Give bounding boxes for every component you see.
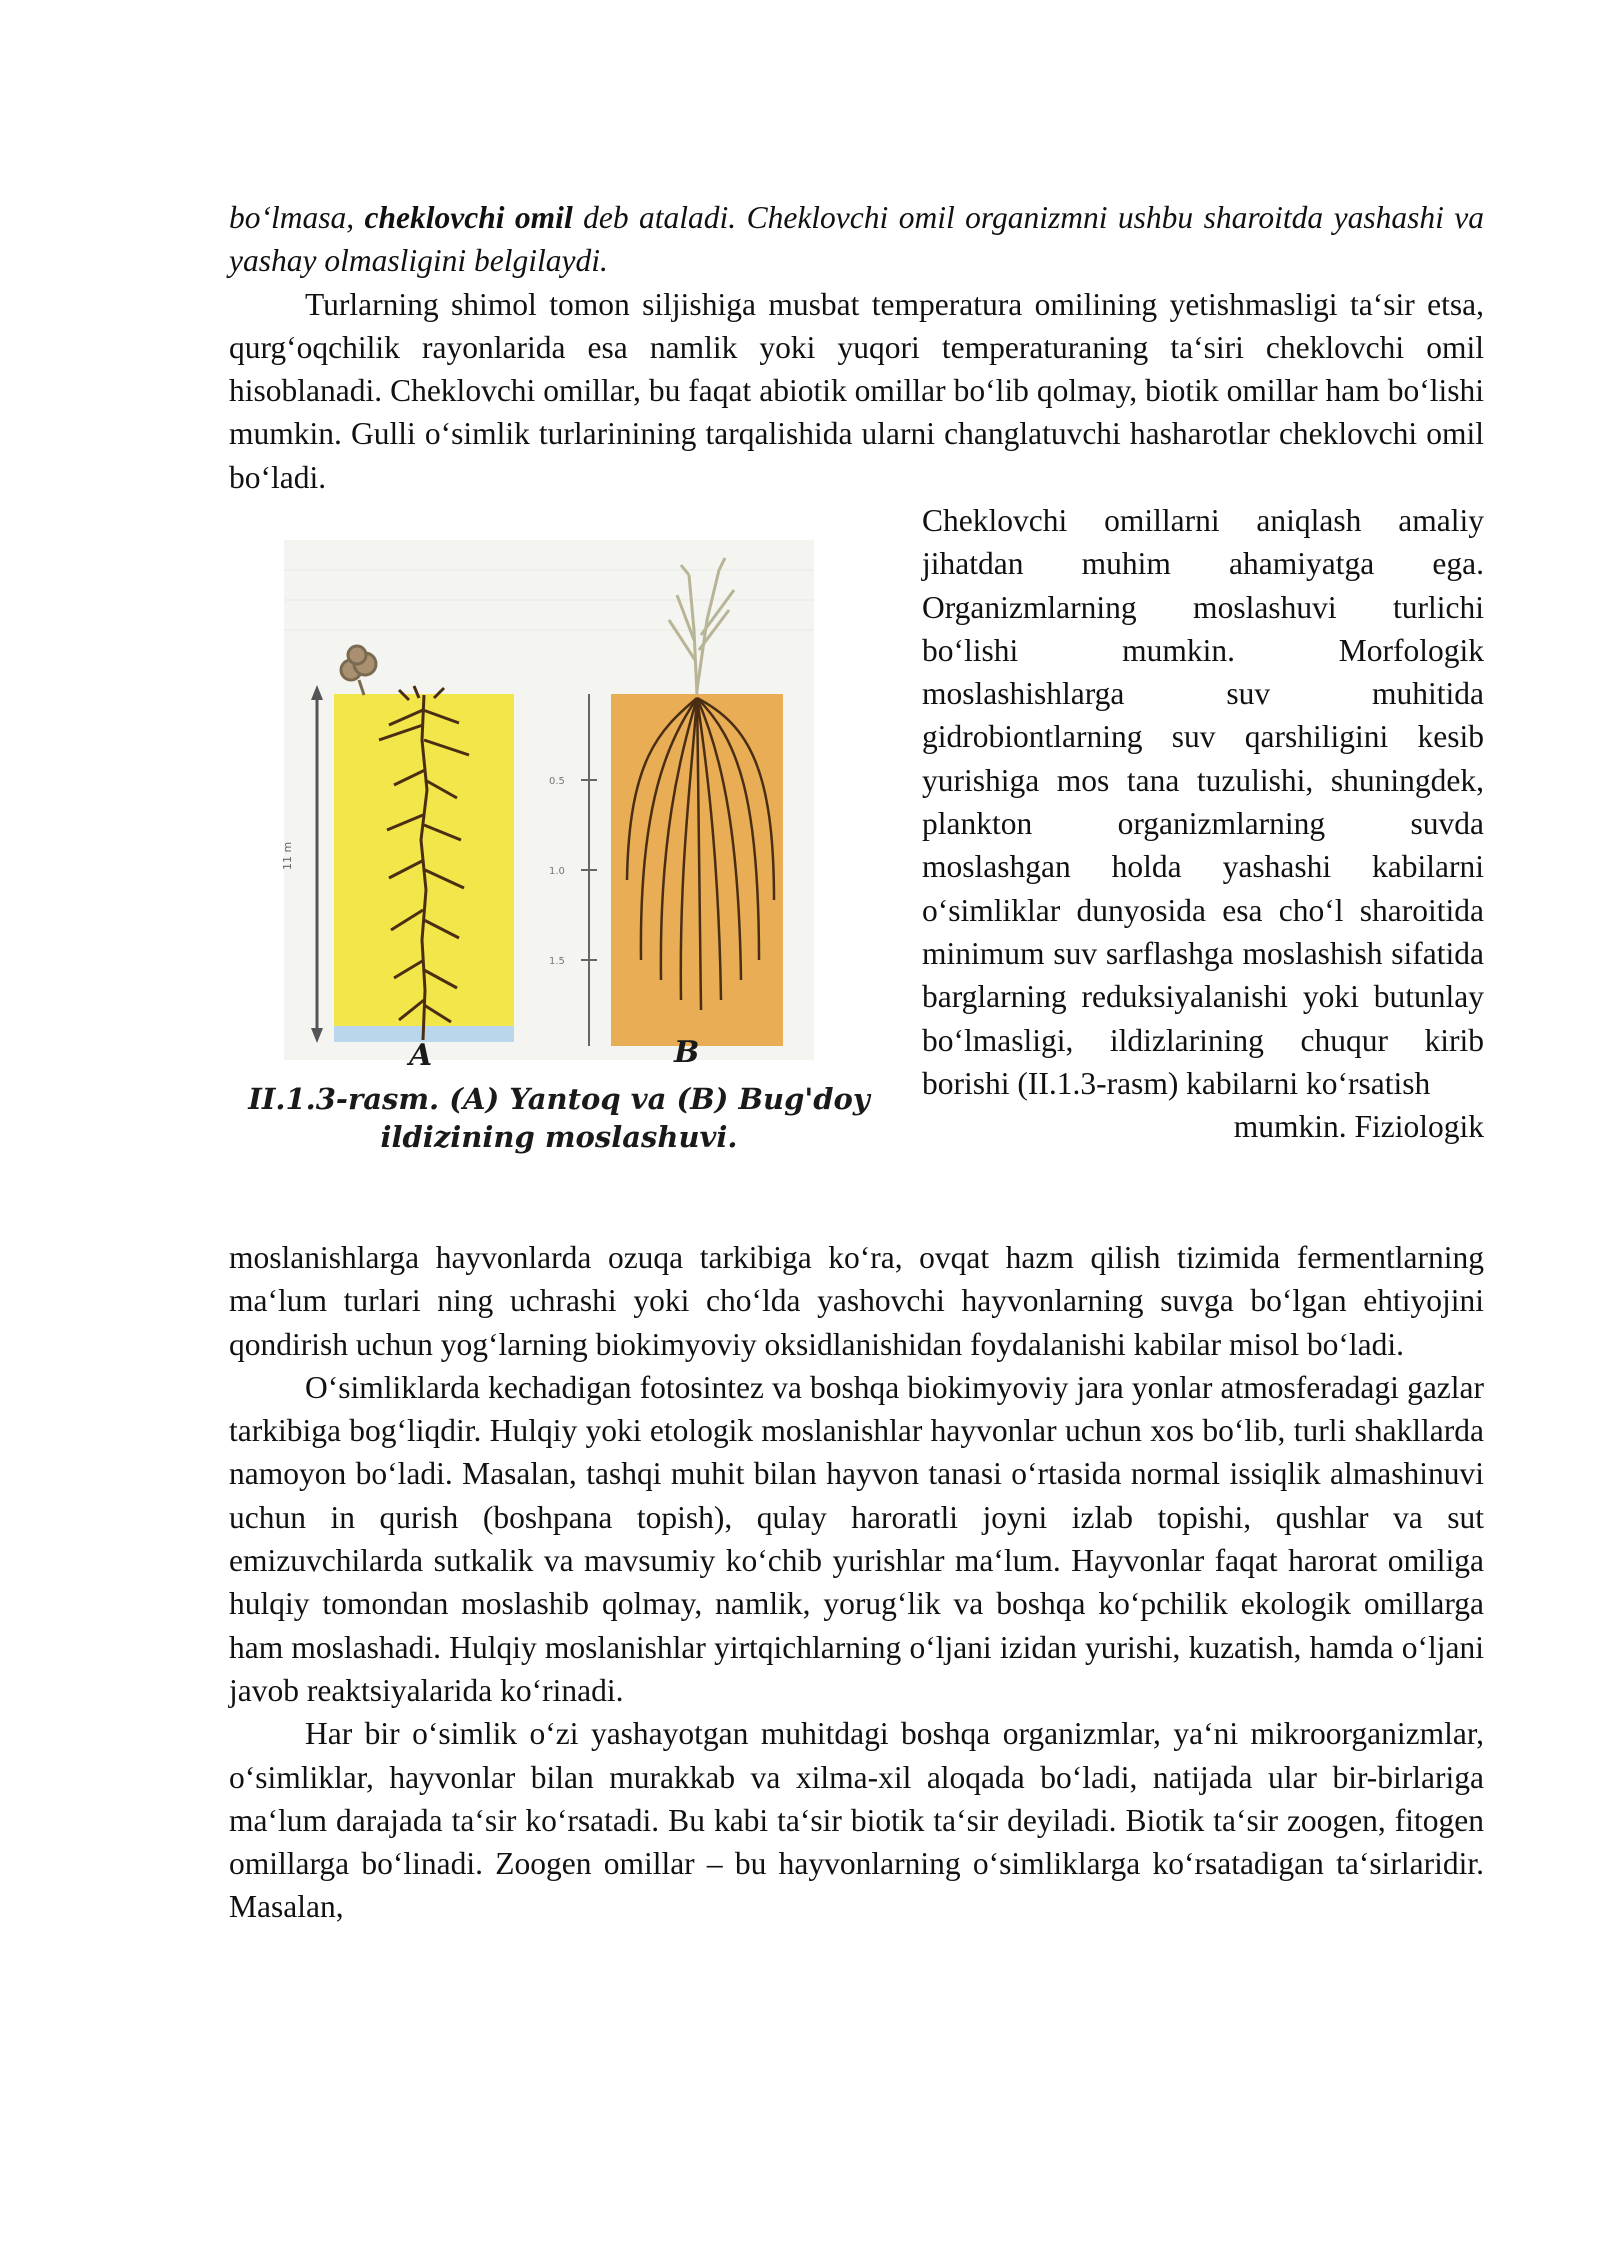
figure-caption-line-2: ildizining moslashuvi.	[380, 1120, 738, 1154]
svg-text:1.0: 1.0	[549, 866, 565, 877]
root-diagram	[229, 540, 889, 1100]
svg-text:1.5: 1.5	[549, 956, 565, 967]
paragraph-3-part: Cheklovchi omillarni aniqlash amaliy jihatdan muhim ahamiyatga ega. Organizmlarning moslashuvi turlichi bo‘lishi mumkin. Morfologik moslashishlarga suv muhitida gidrobiontlarning suv qarshiligini kesib yurishiga mos tana tuzulishi, shuningdek, plankton organizmlarning suvda moslashgan holda yashashi kabilarni o‘simliklar dunyosida esa cho‘l sharoitida minimum suv sarflashga moslashish sifatida barglarning reduksiyalanishi yoki butunlay bo‘lmasligi, ildizlarining chuqur kirib borishi (II.1.3-rasm) kabilarni ko‘rsatish	[922, 503, 1484, 1101]
text-block-top	[229, 196, 1484, 499]
figure-caption-line-1: II.1.3-rasm. (A) Yantoq va (B) Bug'doy	[248, 1082, 870, 1116]
svg-text:0.5: 0.5	[549, 776, 565, 787]
svg-text:11 m: 11 m	[281, 841, 294, 870]
paragraph-5: Har bir o‘simlik o‘zi yashayotgan muhitdagi boshqa organizmlar, ya‘ni mikroorganizmlar, o‘simliklar, hayvonlar bilan murakkab va xilma-xil aloqada bo‘ladi, natijada ular bir-birlariga ma‘lum darajada ta‘sir ko‘rsatadi. Bu kabi ta‘sir biotik ta‘sir deyiladi. Biotik ta‘sir zoogen, fitogen omillarga bo‘linadi. Zoogen omillar – bu hayvonlarning o‘simliklarga ko‘rsatadigan ta‘sirlaridir. Masalan,	[229, 1716, 1484, 1925]
figure-root-adaptation	[229, 540, 889, 1180]
text-block-right	[922, 499, 1484, 1148]
text-block-bottom	[229, 1236, 1484, 1929]
figure-label-a: A	[409, 1038, 433, 1073]
paragraph-1	[229, 196, 1484, 283]
paragraph-1-rest: deb ataladi. Cheklovchi omil organizmni ushbu sharoitda yashashi va yashay olmasligini belgilaydi.	[229, 200, 1484, 279]
paragraph-1-intro: bo‘lmasa,	[229, 200, 365, 235]
figure-label-b: B	[674, 1035, 700, 1070]
paragraph-3-tail: mumkin. Fiziologik	[1233, 1109, 1484, 1145]
paragraph-3-continued: moslanishlarga hayvonlarda ozuqa tarkibiga ko‘ra, ovqat hazm qilish tizimida fermentlarning ma‘lum turlari ning uchrashi yoki cho‘lda yashovchi hayvonlarning suvga bo‘lgan ehtiyojini qondirish uchun yog‘larning biokimyoviy oksidlanishidan foydalanishi kabilar misol bo‘ladi.	[229, 1240, 1484, 1362]
term-cheklovchi-omil: cheklovchi omil	[364, 200, 573, 235]
paragraph-2: Turlarning shimol tomon siljishiga musbat temperatura omilining yetishmasligi ta‘sir etsa, qurg‘oqchilik rayonlarida esa namlik yoki yuqori temperaturaning ta‘siri cheklovchi omil hisoblanadi. Cheklovchi omillar, bu faqat abiotik omillar bo‘lib qolmay, biotik omillar ham bo‘lishi mumkin. Gulli o‘simlik turlarinining tarqalishida ularni changlatuvchi hasharotlar cheklovchi omil bo‘ladi.	[229, 286, 1484, 495]
paragraph-4: O‘simliklarda kechadigan fotosintez va boshqa biokimyoviy jara yonlar atmosferadagi gazlar tarkibiga bog‘liqdir. Hulqiy yoki etologik moslanishlar hayvonlar uchun xos bo‘lib, turli shakllarda namoyon bo‘ladi. Masalan, tashqi muhit bilan hayvon tanasi o‘rtasida normal issiqlik almashinuvi uchun in qurish (boshpana topish), qulay haroratli joyni izlab topishi, qushlar va sut emizuvchilarda sutkalik va mavsumiy ko‘chib yurishlar ma‘lum. Hayvonlar faqat harorat omiliga hulqiy tomondan moslashib qolmay, namlik, yorug‘lik va boshqa ko‘pchilik ekologik omillarga ham moslashadi. Hulqiy moslanishlar yirtqichlarning o‘ljani izidan yurishi, kuzatish, hamda o‘ljani javob reaktsiyalarida ko‘rinadi.	[229, 1369, 1484, 1708]
